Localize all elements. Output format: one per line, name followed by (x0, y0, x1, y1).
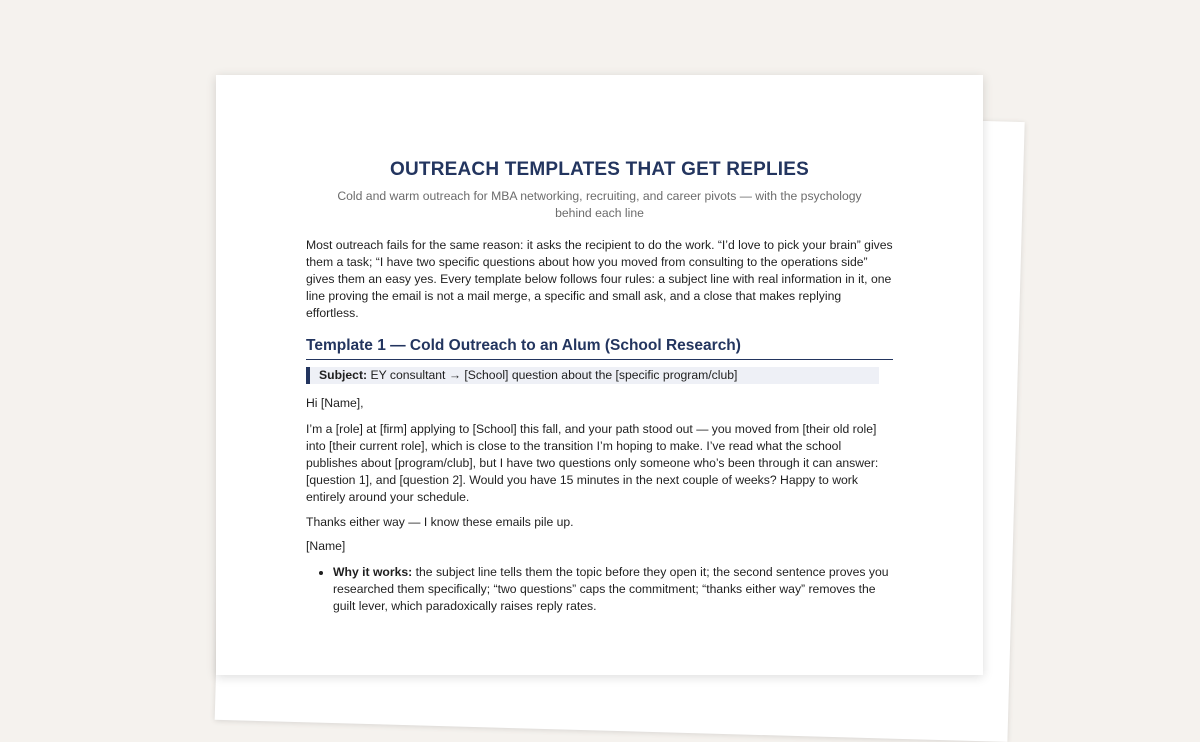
email-greeting: Hi [Name], (306, 396, 364, 410)
document-title: OUTREACH TEMPLATES THAT GET REPLIES (389, 159, 810, 180)
subject-text: EY consultant → [School] question about the [specific program/club] (367, 368, 738, 382)
email-signoff: Thanks either way — I know these emails pile up. (306, 515, 574, 529)
document-content (306, 157, 893, 615)
why-it-works-text: the subject line tells them the topic before they open it; the second sentence proves you researched them specifically; “two questions” caps the commitment; “thanks either way” removes the guilt lever, which paradoxically raises reply rates. (333, 565, 889, 613)
document-page (216, 75, 983, 675)
email-body: I’m a [role] at [firm] applying to [School] this fall, and your path stood out — you moved from [their old role] into [their current role], which is close to the transition I’m hoping to make. I’ve read what the school publishes about [program/club], but I have two questions only someone who’s been through it can answer: [question 1], and [question 2]. Would you have 15 minutes in the next couple of weeks? Happy to work entirely around your schedule. (306, 422, 879, 504)
why-it-works-label: Why it works: (333, 565, 413, 579)
template-1-heading: Template 1 — Cold Outreach to an Alum (School Research) (306, 336, 893, 360)
subject-line-box (306, 367, 879, 384)
email-signature: [Name] (306, 539, 346, 553)
intro-paragraph: Most outreach fails for the same reason: it asks the recipient to do the work. “I’d love to pick your brain” gives them a task; “I have two specific questions about how you moved from consulting to the operations side” gives them an easy yes. Every template below follows four rules: a subject line with real information in it, one line proving the email is not a mail merge, a specific and small ask, and a close that makes replying effortless. (306, 238, 893, 320)
subject-label: Subject: (319, 368, 368, 382)
list-item (333, 564, 893, 615)
document-subtitle: Cold and warm outreach for MBA networking, recruiting, and career pivots — with the psychology behind each line (337, 189, 862, 220)
why-it-works-list (306, 564, 893, 615)
